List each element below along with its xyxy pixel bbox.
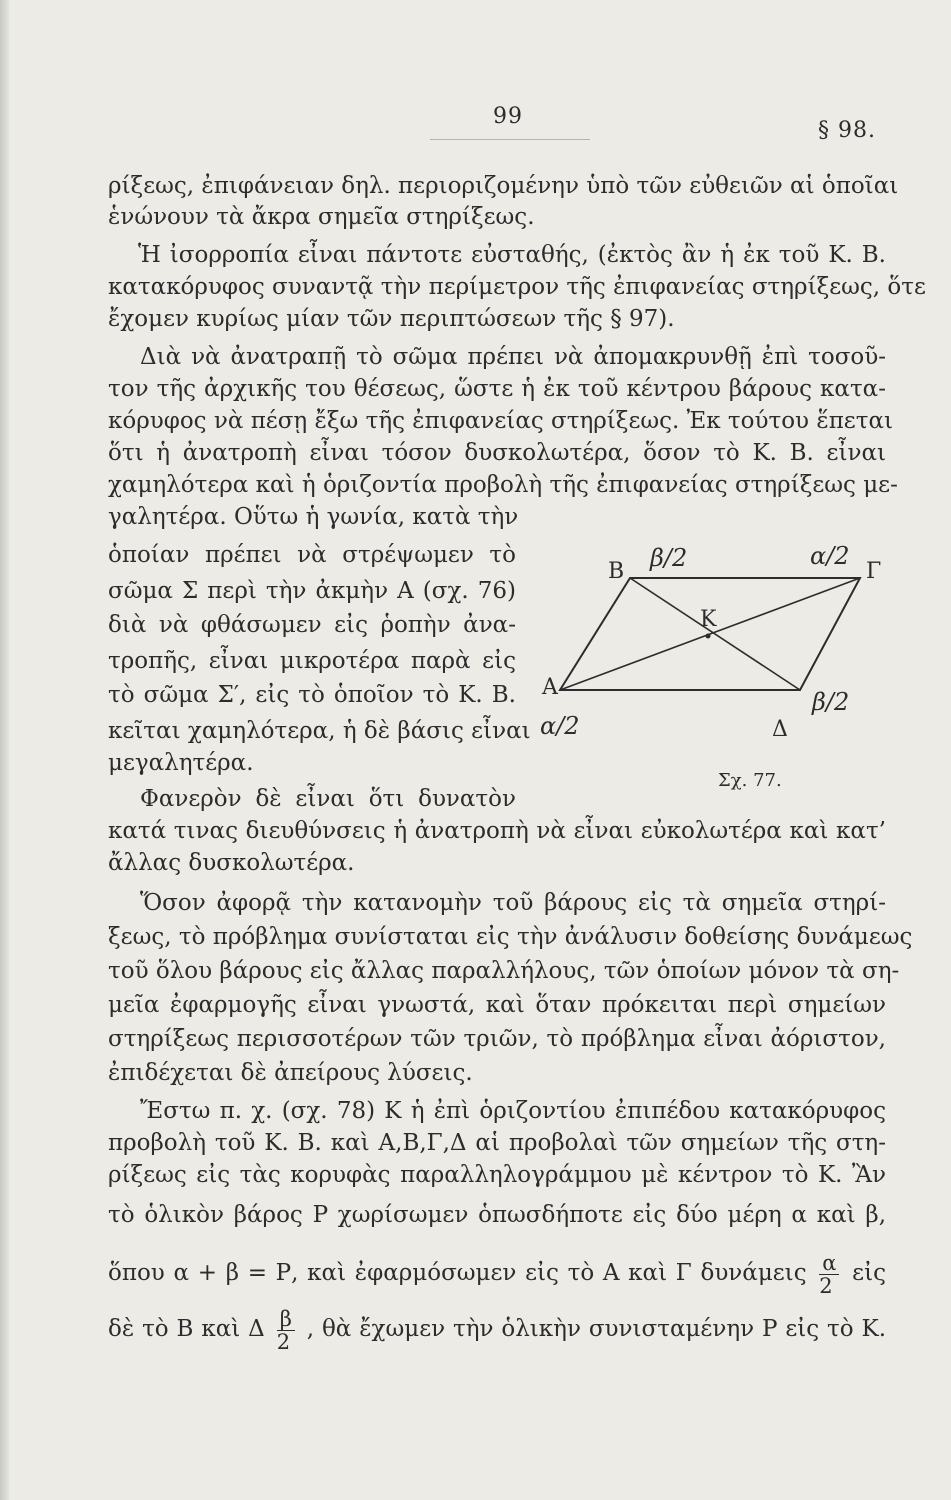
text-line: μεῖα ἐφαρμογῆς εἶναι γνωστά, καὶ ὅταν πρόκειται περὶ σημείων [108,992,886,1018]
text-line: τὸ ὁλικὸν βάρος Ρ χωρίσωμεν ὁπωσδήποτε εἰς δύο μέρη α καὶ β, [108,1202,886,1228]
text-line: τον τῆς ἀρχικῆς του θέσεως, ὥστε ἡ ἐκ τοῦ κέντρου βάρους κατα- [108,376,886,402]
text-line: διὰ νὰ φθάσωμεν εἰς ῥοπὴν ἀνα- [108,612,516,638]
text-line: ἄλλας δυσκολωτέρα. [108,850,355,876]
fraction-beta-half [277,1308,295,1353]
text-line: ἐπιδέχεται δὲ ἀπείρους λύσεις. [108,1060,473,1086]
fraction-numerator: α [819,1252,839,1275]
text-line: Διὰ νὰ ἀνατραπῇ τὸ σῶμα πρέπει νὰ ἀπομακρυνθῇ ἐπὶ τοσοῦ- [140,344,886,370]
vertex-label-g: Γ [866,559,882,584]
text-line: ρίξεως, ἐπιφάνειαν δηλ. περιοριζομένην ὑπὸ τῶν εὐθειῶν αἱ ὁποῖαι [108,173,899,199]
text-line: Ἔστω π. χ. (σχ. 78) Κ ἡ ἐπὶ ὁριζοντίου ἐπιπέδου κατακόρυφος [140,1098,886,1124]
formula-line [108,1248,886,1298]
text-line: ξεως, τὸ πρόβλημα συνίσταται εἰς τὴν ἀνάλυσιν δοθείσης δυνάμεως [108,924,913,950]
text-line: Φανερὸν δὲ εἶναι ὅτι δυνατὸν [140,786,516,812]
text-line: μεγαλητέρα. [108,750,254,776]
vertex-label-a: Α [542,675,558,700]
load-label-a-top: α/2 [810,542,850,570]
vertex-label-d: Δ [772,717,788,742]
text-line: στηρίξεως περισσοτέρων τῶν τριῶν, τὸ πρόβλημα εἶναι ἀόριστον, [108,1026,886,1052]
formula-line [108,1304,886,1354]
page-number: 99 [493,104,523,129]
formula-text: εἰς [852,1260,886,1286]
page-header [0,104,951,144]
fraction-denominator: 2 [819,1273,833,1298]
figure-caption: Σχ. 77. [718,770,782,791]
load-label-b-top: β/2 [650,544,688,572]
fraction-denominator: 2 [276,1329,291,1354]
text-line: γαλητέρα. Οὕτω ἡ γωνία, κατὰ τὴν [108,504,519,530]
text-line: ὅτι ἡ ἀνατροπὴ εἶναι τόσον δυσκολωτέρα, ὅσον τὸ Κ. Β. εἶναι [108,440,886,466]
center-label-k: Κ [700,607,717,632]
text-line: ὁποίαν πρέπει νὰ στρέψωμεν τὸ [108,542,516,568]
text-line: ἑνώνουν τὰ ἄκρα σημεῖα στηρίξεως. [108,204,535,230]
page-spine-shadow [0,0,9,1500]
text-line: κατακόρυφος συναντᾷ τὴν περίμετρον τῆς ἐπιφανείας στηρίξεως, ὅτε [108,274,926,300]
fraction-numerator: β [277,1308,295,1331]
figure-77 [540,528,890,798]
section-number: § 98. [818,118,876,143]
fraction-alpha-half [819,1252,839,1297]
text-line: ρίξεως εἰς τὰς κορυφὰς παραλληλογράμμου μὲ κέντρον τὸ Κ. Ἂν [108,1162,886,1188]
diagonal-a-g [560,578,860,690]
text-line: κόρυφος νὰ πέσῃ ἔξω τῆς ἐπιφανείας στηρίξεως. Ἐκ τούτου ἕπεται [108,408,893,434]
formula-text: ὅπου α + β = Ρ, καὶ ἐφαρμόσωμεν εἰς τὸ Α καὶ Γ δυνάμεις [108,1260,807,1286]
parallelogram-diagram [540,528,890,798]
text-line: κατά τινας διευθύνσεις ἡ ἀνατροπὴ νὰ εἶναι εὐκολωτέρα καὶ κατ’ [108,818,886,844]
text-line: τροπῆς, εἶναι μικροτέρα παρὰ εἰς [108,648,516,674]
center-point [706,634,711,639]
diagonal-b-d [630,578,800,690]
text-line: τὸ σῶμα Σ′, εἰς τὸ ὁποῖον τὸ Κ. Β. [108,682,516,708]
vertex-label-b: Β [608,559,625,584]
text-line: Ὅσον ἀφορᾷ τὴν κατανομὴν τοῦ βάρους εἰς τὰ σημεῖα στηρί- [140,890,886,916]
header-rule [430,139,590,140]
formula-text: δὲ τὸ Β καὶ Δ [108,1316,265,1342]
load-label-b-right: β/2 [812,688,850,716]
text-line: σῶμα Σ περὶ τὴν ἀκμὴν Α (σχ. 76) [108,578,516,604]
text-line: ἔχομεν κυρίως μίαν τῶν περιπτώσεων τῆς § 97). [108,306,675,332]
load-label-a-bottom: α/2 [540,712,580,740]
text-line: Ἡ ἰσορροπία εἶναι πάντοτε εὐσταθής, (ἐκτὸς ἂν ἡ ἐκ τοῦ Κ. Β. [138,242,886,268]
text-line: χαμηλότερα καὶ ἡ ὁριζοντία προβολὴ τῆς ἐπιφανείας στηρίξεως με- [108,472,898,498]
text-line: τοῦ ὅλου βάρους εἰς ἄλλας παραλλήλους, τῶν ὁποίων μόνον τὰ ση- [108,958,900,984]
text-line: προβολὴ τοῦ Κ. Β. καὶ Α,Β,Γ,Δ αἱ προβολαὶ τῶν σημείων τῆς στη- [108,1130,886,1156]
formula-text: , θὰ ἔχωμεν τὴν ὁλικὴν συνισταμένην Ρ εἰς τὸ Κ. [306,1316,887,1342]
text-line: κεῖται χαμηλότερα, ἡ δὲ βάσις εἶναι [108,718,531,744]
